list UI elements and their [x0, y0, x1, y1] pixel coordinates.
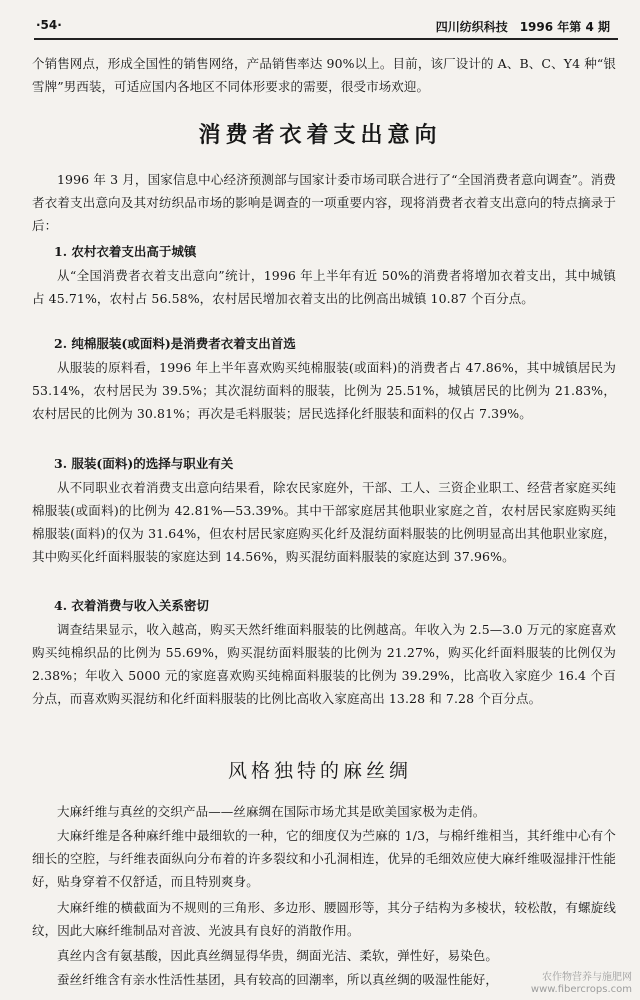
page-header [34, 12, 618, 40]
page-number: ·54· [36, 18, 62, 32]
section-heading-3: 3. 服装(面料)的选择与职业有关 [54, 456, 234, 471]
article2-paragraph-3: 大麻纤维的横截面为不规则的三角形、多边形、腰圆形等，其分子结构为多棱状，较松散，有螺旋线纹，因此大麻纤维制品对音波、光波具有良好的消散作用。 [32, 900, 616, 938]
section-heading-4: 4. 衣着消费与收入关系密切 [54, 598, 209, 613]
article-title-hemp-silk: 风格独特的麻丝绸 [227, 760, 412, 782]
section-body-4: 调查结果显示，收入越高，购买天然纤维面料服装的比例越高。年收入为 2.5—3.0 万元的家庭喜欢购买纯棉织品的比例为 55.69%，购买混纺面料服装的比例为 21.27%，购买化纤面料服装的比例仅为 2.38%；年收入 5000 元的家庭喜欢购买纯棉面料服装的比例为 39.29%，比高收入家庭少 16.4 个百分点，而喜欢购买混纺和化纤面料服装的比例比高收入家庭高出 13.28 和 7.28 个百分点。 [32, 622, 616, 706]
article2-paragraph-2: 大麻纤维是各种麻纤维中最细软的一种，它的细度仅为苎麻的 1/3，与棉纤维相当，其纤维中心有个细长的空腔，与纤维表面纵向分布着的许多裂纹和小孔洞相连，优异的毛细效应使大麻纤维吸湿排汗性能好，贴身穿着不仅舒适，而且特别爽身。 [32, 828, 616, 889]
intro-paragraph: 个销售网点，形成全国性的销售网络，产品销售率达 90%以上。目前，该厂设计的 A、B、C、Y4 种“银雪牌”男西装，可适应国内各地区不同体形要求的需要，很受市场欢迎。 [32, 56, 616, 94]
watermark-url: www.fibercrops.com [530, 984, 632, 995]
article-title-consumer-clothing: 消费者衣着支出意向 [198, 122, 442, 148]
section-body-2: 从服装的原料看，1996 年上半年喜欢购买纯棉服装(或面料)的消费者占 47.86%，其中城镇居民为 53.14%，农村居民为 39.5%；其次混纺面料的服装，比例为 25.51%，城镇居民的比例为 21.83%，农村居民的比例为 30.81%；再次是毛料服装；居民选择化纤服装和面料的仅占 7.39%。 [32, 360, 616, 421]
article2-paragraph-5: 蚕丝纤维含有亲水性活性基团，具有较高的回潮率，所以真丝绸的吸湿性能好， [57, 972, 499, 987]
section-heading-2: 2. 纯棉服装(或面料)是消费者衣着支出首选 [54, 336, 296, 351]
watermark [531, 972, 632, 996]
article2-paragraph-4: 真丝内含有氨基酸，因此真丝绸显得华贵，绸面光洁、柔软，弹性好，易染色。 [57, 948, 499, 963]
section-body-1: 从“全国消费者衣着支出意向”统计，1996 年上半年有近 50%的消费者将增加衣着支出，其中城镇占 45.71%，农村占 56.58%，农村居民增加衣着支出的比例高出城镇 10.87 个百分点。 [32, 268, 616, 306]
journal-issue: 四川纺织科技 1996 年第 4 期 [435, 20, 610, 34]
article1-lead: 1996 年 3 月，国家信息中心经济预测部与国家计委市场司联合进行了“全国消费者意向调查”。消费者衣着支出意向及其对纺织品市场的影响是调查的一项重要内容，现将消费者衣着支出意向的特点摘录于后： [32, 172, 616, 233]
watermark-site-name: 农作物营养与施肥网 [542, 972, 632, 983]
section-body-3: 从不同职业衣着消费支出意向结果看，除农民家庭外，干部、工人、三资企业职工、经营者家庭买纯棉服装(或面料)的比例为 42.81%—53.39%。其中干部家庭居其他职业家庭之首，农村居民家庭购买纯棉服装(面料)的仅为 31.64%，但农村居民家庭购买化纤及混纺面料服装的比例明显高出其他职业家庭，其中购买化纤面料服装的家庭达到 14.56%，购买混纺面料服装的家庭达到 37.96%。 [32, 480, 616, 564]
article2-paragraph-1: 大麻纤维与真丝的交织产品——丝麻绸在国际市场尤其是欧美国家极为走俏。 [57, 804, 486, 819]
section-heading-1: 1. 农村衣着支出高于城镇 [54, 244, 197, 259]
